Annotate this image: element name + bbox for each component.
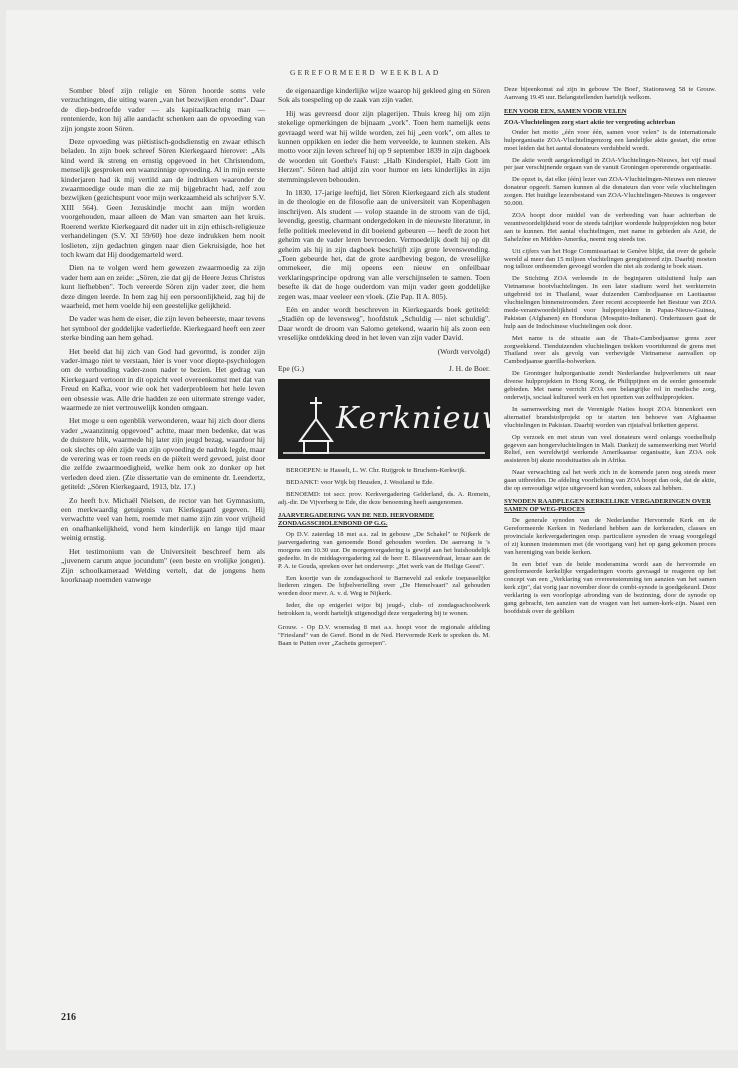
paragraph: Deze opvoeding was piëtistisch-godsdienstig en zwaar ethisch beladen. In zijn boek schreef Sören Kierkegaard hierover: „Als kind werd ik streng en ernstig opgevoed in het Christendom, menselijk gesproken een waanzinnige opvoeding. Al in mijn eerste kinderjaren had ik mij vertild aan de indrukken waaronder de zwaarmoedige oude man die ze mij bijgebracht had, zelf zou bezwijken (gezichtspunt voor mijn werkzaamheid als schrijver S.V. XIII 564). Geen Jezuskindje mocht aan mijn worden voorgehouden, maar alleen de Man van smarten aan het kruis. Roerend werkte Kierkegaard dit nader uit in zijn ethisch-religieuze verhandelingen (S.V. XI 59/60) hoe deze indrukken hem nooit loslieten, zijn gedachten gingen naar dien Gekruisigde, hoe het toch kwam dat Hij doodgemarteld werd.: [61, 137, 265, 259]
paragraph: In een brief van de beide moderamina wordt aan de hervormde en gereformeerde kerkelijke vergaderingen voorts gevraagd te reageren op het concept van een „Verklaring van overeenstemming ten aanzien van het samen kerk zijn", dat vorig jaar november door de combi-synode is goedgekeurd. Deze verklaring is een voorlopige afronding van de bezinning, door de synode op gang gebracht, ten aanzien van de vragen van het samen-kerk-zijn. Naast een hoofdstuk over de geblken: [504, 560, 716, 615]
paragraph: Een koortje van de zondagsschool te Barneveld zal enkele toepasselijke liederen zingen. De bijbelvertelling over „De Hemelvaart" zal gehouden worden door mevr. A. v. d. Weg te Nijkerk.: [278, 574, 490, 598]
author-place: Epe (G.): [278, 363, 304, 373]
paragraph: Naar verwachting zal het werk zich in de komende jaren nog steeds meer gaan uitbreiden. De afdeling voorlichting van ZOA hoopt dan ook, dat de aktie, die op eenvoudige wijze uitgevoerd kan worden, sukses zal hebben.: [504, 469, 716, 493]
grouw-notice-cont: Deze bijeenkomst zal zijn in gebouw 'De Boei', Stationsweg 58 te Grouw. Aanvang 19.45 uur. Belangstellenden hartelijk welkom.: [504, 86, 716, 101]
running-title: GEREFORMEERD WEEKBLAD: [290, 68, 441, 77]
kerknieuws-banner: [278, 379, 525, 459]
section-heading: JAARVERGADERING VAN DE NED. HERVORMDE ZONDAGSSCHOLENBOND OP G.G.: [278, 512, 435, 527]
paragraph: Ieder, die op enigerlei wijze bij jeugd-, club- of zondagsschoolwerk betrokken is, wordt hartelijk uitgenodigd deze vergadering bij te wonen.: [278, 602, 490, 618]
zoa-heading: EEN VOOR EEN, SAMEN VOOR VELEN: [504, 107, 627, 115]
paragraph: Het testimonium van de Universiteit beschreef hem als „juvenem carum atque jocundum" (een beste en vrolijke jongen). Zijn schoolkameraad Welding vertelt, dat de jongens hem koorknaap noemden vanwege: [61, 546, 265, 584]
paragraph: De aktie wordt aangekondigd in ZOA-Vluchtelingen-Nieuws, het vijf maal per jaar verschijnende orgaan van de vanuit Groningen opererende organisatie.: [504, 156, 716, 172]
newspaper-page: [6, 10, 738, 1050]
paragraph: BENOEMD: tot secr. prov. Kerkvergadering Gelderland, ds. A. Romein, adj.-dir. De Vijverberg te Ede, die deze benoeming heeft aangenomen.: [278, 491, 490, 507]
synod-heading: SYNODEN RAADPLEGEN KERKELIJKE VERGADERINGEN OVER SAMEN OP WEG-PROCES: [504, 497, 711, 513]
column-3: [504, 86, 716, 620]
paragraph: De opzet is, dat elke (één) lezer van ZOA-Vluchtelingen-Nieuws een nieuwe donateur opgeeft. Samen kunnen al die donateurs dan voor vele vluchtelingen zorgen. Het huidige lezersbestand van ZOA-Vluchtelingen-Nieuws is ongeveer 50.000.: [504, 176, 716, 208]
paragraph: In 1830, 17-jarige leeftijd, liet Sören Kierkegaard zich als student in de theologie en de filosofie aan de universiteit van Kopenhagen inschrijven. Als student — volop staande in de stroom van de tijd, levendig, geestig, charmant ondergedoken in de nieuwste literatuur, in felle politiek meelevend in dit boeiend gebeuren — heeft de zoon het geheim van de vader leren bevroeden. Vermoedelijk doelt hij op dit geheim als hij in zijn dagboek beschrijft zijn grote levenswending. „Toen gebeurde het, dat de grote aardbeving begon, de vreselijke ommekeer, die mij opeens een nieuw en onfeilbaar verklaringsprincipe opdrong van alle verschijnselen te samen. Toen besefte ik dat de hoge ouderdom van mijn vader geen goddelijke zegen was, maar veeleer een vloek. (Zie Pap. II A. 805).: [278, 188, 490, 301]
paragraph: BEROEPEN: te Hasselt, L. W. Chr. Ruijgrok te Bruchem-Kerkwijk.: [286, 467, 467, 475]
paragraph: Hij was gevreesd door zijn plagerijen. Thuis kreeg hij om zijn stekelige opmerkingen de bijnaam „vork". Toen hem namelijk eens gevraagd werd wat hij wilde worden, zei hij „een vork", om alles te kunnen oppikken en ieder die hem verveelde, te kunnen steken. Als motto voor zijn leven schreef hij op 9 september 1839 in zijn dagboek de woorden uit Goethe's Faust: „Halb Kinderspiel, Halb Gott im Herzen". Sören had altijd zin voor humor en iets kinderlijks in zijn stemmingsleven behouden.: [278, 108, 490, 184]
paragraph: BEDANKT: voor Wijk bij Heusden, J. Westland te Ede.: [286, 479, 434, 487]
column-1: [61, 86, 265, 588]
paragraph: ZOA hoopt door middel van de verbreding van haar achterban de verantwoordelijkheid voor de steeds talrijker wordende hulpprojekten nog beter aan te kunnen. Het aantal vluchtelingen, met name in gebieden als Azië, de Sahelzône en Midden-Amerika, neemt nog steeds toe.: [504, 211, 716, 243]
page-number: 216: [61, 1012, 76, 1023]
paragraph: Onder het motto „één voor één, samen voor velen" is de internationale hulporganisatie ZOA-Vluchtelingenzorg een landelijke aktie gestart, die ertoe moet leiden dat het aantal donateurs verdubbeld wordt.: [504, 128, 716, 152]
author-name: J. H. de Boer.: [448, 363, 490, 373]
column-2: [278, 86, 525, 648]
paragraph: In samenwerking met de Verenigde Naties hoopt ZOA binnenkort een alternatief brandstofprojekt op te starten ten behoeve van Afghaanse vluchtelingen in Pakistan. Daarbij worden van rijstafval briketten geperst.: [504, 405, 716, 429]
paragraph: De vader was hem de eiser, die zijn leven beheerste, maar tevens het symbool der goddelijke vaderliefde. Kierkegaard heeft een zeer sterke binding aan hem gehad.: [61, 314, 265, 343]
paragraph: Zo heeft b.v. Michaël Nielsen, de rector van het Gymnasium, een merkwaardig getuigenis van Kierkegaard gegeven. Hij verwachtte veel van hem, roemde met name zijn zin voor vrijheid en onafhankelijkheid, vond hem kinderlijk en lange tijd maar weinig ernstig.: [61, 495, 265, 543]
paragraph: Het beeld dat hij zich van God had gevormd, is zonder zijn vader-imago niet te verstaan, hier is voer voor diepte-psychologen om de verhouding vader-zoon nader te bezien. Het gedrag van Kierkegaard vertoont in dit opzicht veel overeenkomst met dat van Freud en Kafka, voor wie ook het vaderprobleem het hele leven een obsessie was. Alle drie hadden ze een uitermate strenge vader, waarmede ze niet vertrouwelijk konden omgaan.: [61, 346, 265, 412]
paragraph: Op D.V. zaterdag 18 mei a.s. zal in gebouw „De Schakel" te Nijkerk de jaarvergadering van genoemde Bond gehouden worden. De aanvang is 's morgens om 10.30 uur. De morgenvergadering is gewijd aan het huishoudelijk gedeelte. In de middagvergadering zal de heer E. Blaauwendraat, leraar aan de P. A. te Gouda, spreken over het onderwerp: „Het werk van de Heilige Geest".: [278, 531, 490, 570]
kerknieuws-title: Kerknieuws: [336, 401, 525, 437]
paragraph: Uit cijfers van het Hoge Commissariaat te Genève blijkt, dat over de gehele wereld al meer dan 15 miljoen vluchtelingen geregistreerd zijn. Daarbij moeten nog talloze ontheemden gevoegd worden die niet als zodanig te boek staan.: [504, 247, 716, 271]
paragraph: De Stichting ZOA verleende in de beginjaren uitsluitend hulp aan Vietnamese bootvluchtelingen. In een later stadium werd het werkterrein uitgebreid tot in Thailand, waar duizenden Cambodjaanse en Laotiaanse vluchtelingen binnenstroomden. Zeer recent accepteerde het Bestuur van ZOA mede-verantwoordelijkheid voor hulpprojekten in Papau-Nieuw-Guinea, Pakistan (Afghanen) en Honduras (Mosquito-Indianen). Ondertussen gaat de hulp aan de Indochinese vluchtelingen ook door.: [504, 275, 716, 330]
author-line: [278, 364, 490, 373]
paragraph: de eigenaardige kinderlijke wijze waarop hij gekleed ging en Sören Sok als toespeling op de zaak van zijn vader.: [278, 86, 490, 105]
continued-note: (Wordt vervolgd): [437, 346, 490, 356]
zoa-subheading: ZOA-Vluchtelingen zorg start aktie ter vergroting achterban: [504, 118, 676, 126]
paragraph: Eén en ander wordt beschreven in Kierkegaards boek getiteld: „Stadiën op de levensweg", hoofdstuk „Schuldig — niet schuldig". Daar wordt de droom van Salomo getekend, waarin hij als zoon een vreselijke ontdekking deed in het leven van zijn vader David.: [278, 304, 490, 343]
paragraph: Het moge u een ogenblik verwonderen, waar hij zich door diens vader „waanzinnig opgevoed" achtte, maar men bedenke, dat was de duistere blik, waarmede hij later zijn jeugd bezag, waardoor hij ook slechts op één zijde van zijn opvoeding de nadruk legde, maar de verering was er toen reeds en de piëteit werd gevoed, juist door die zelfde zwaarmoedigheid, welke hem ook zo donker op het verleden deed zien. (Zie dissertatie van de eminente dr. Leendertz, getiteld: „Sören Kierkegaard, 1913, blz. 17.): [61, 416, 265, 492]
paragraph: Met name is de situatie aan de Thais-Cambodjaanse grens zeer zorgwekkend. Tienduizenden vluchtelingen trekken voortdurend de grens met Thailand over als gevolg van verhevigde Vietnamese aanvallen op Cambodjaanse guerilla-bolwerken.: [504, 334, 716, 366]
paragraph: De generale synoden van de Nederlandse Hervormde Kerk en de Gereformeerde Kerken in Nederland hebben aan de kerkeraden, classes en provinciale kerkvergaderingen resp. particuliere synoden de vraag voorgelegd of zij kunnen instemmen met (de voortgang van) het op gang gekomen proces van hereniging van beide kerken.: [504, 516, 716, 556]
paragraph: Op verzoek en met steun van veel donateurs werd onlangs voedselhulp gegeven aan hongervluchtelingen in Mali. Dankzij de samenwerking met World Relief, een wereldwijd werkende Amerikaanse organisatie, kan ZOA ook assisteren bij akute noodsituaties als in Afrika.: [504, 433, 716, 465]
paragraph: De Groninger hulporganisatie zendt Nederlandse hulpverleners uit naar diverse hulpprojekten in Hong Kong, de Philippijnen en de eerder genoemde gebieden. Met name verricht ZOA een belangrijke rol in medische zorg, onderwijs, sociaal kultureel werk en het opzetten van zelfhulpprojekten.: [504, 370, 716, 401]
paragraph: Dien na te volgen werd hem gewezen zwaarmoedig za zijn vader hem aan en zeide: „Sören, zie dat gij de Heere Jezus Christus kunt liefhebben". Toch vereerde Sören zijn vader zeer, die hem deze dingen leerde. In hem zag hij een persoonlijkheid, zag hij de waarheid, met hem voelde hij een geestelijke gelijkheid.: [61, 263, 265, 310]
paragraph: Somber bleef zijn religie en Sören hoorde soms vele verzuchtingen, die uiting waren „van het bezwijken eronder". Daar de diep-bedroefde vader — als kapitaalkrachtig man — rentenierde, kon hij alle aandacht schenken aan de opvoeding van zijn jongste zoon Sören.: [61, 86, 265, 133]
grouw-notice: Grouw. - Op D.V. woensdag 8 mei a.s. hoopt voor de regionale afdeling "Friesland" van de Geref. Bond in de Ned. Hervormde Kerk te spreken ds. M. Baan te Putten over „Zacheüs geroepen".: [278, 624, 490, 647]
to-be-continued: [278, 347, 490, 356]
